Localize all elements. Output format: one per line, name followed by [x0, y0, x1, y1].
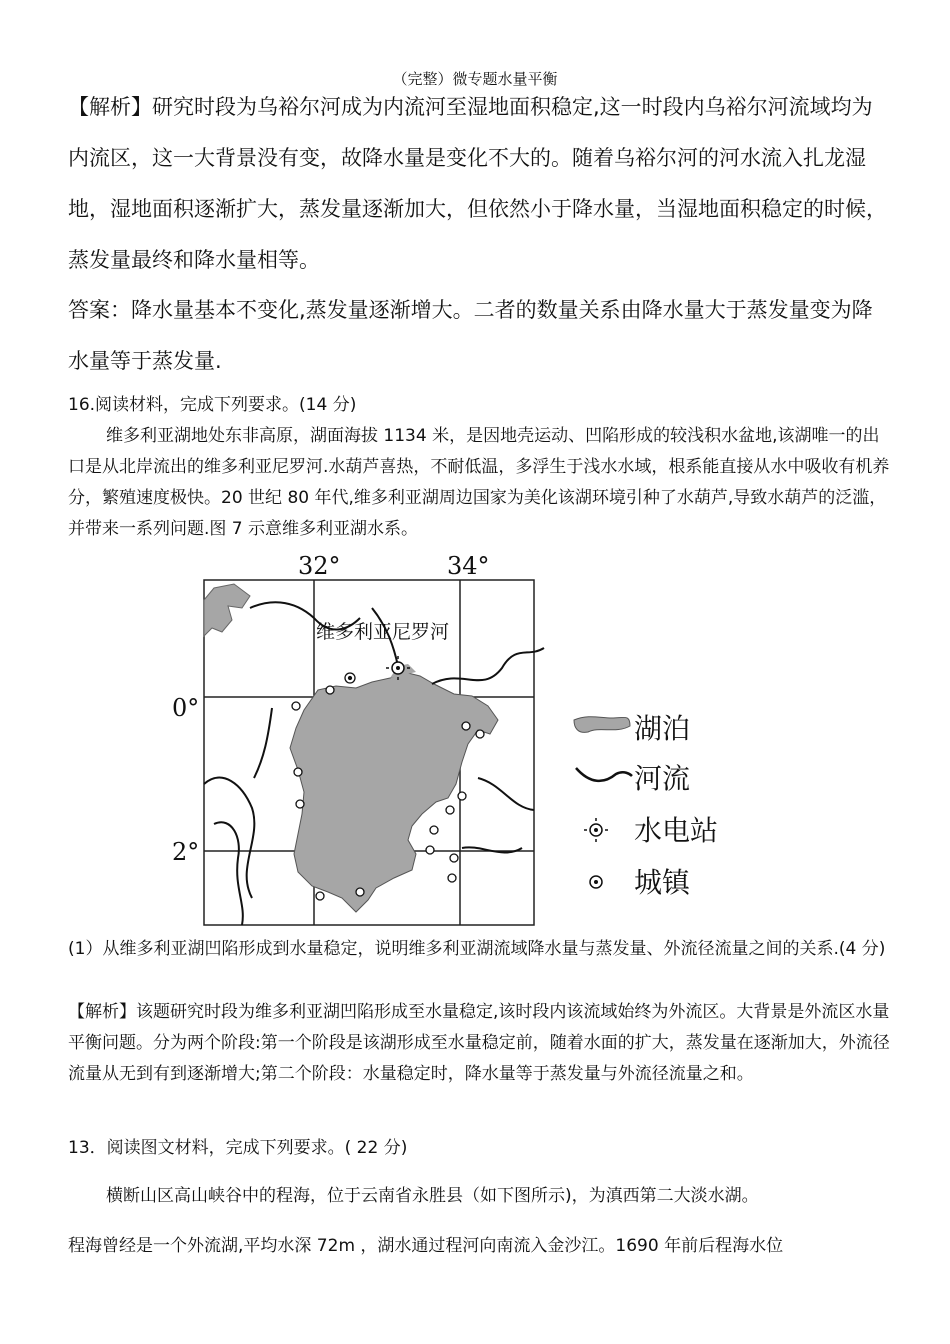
river-e1: [478, 778, 534, 810]
legend-river-label: 河流: [634, 762, 691, 795]
legend-town-label: 城镇: [634, 866, 691, 899]
analysis-paragraph-1: 【解析】研究时段为乌裕尔河成为内流河至湿地面积稳定,这一时段内乌裕尔河流域均为内流区，这一大背景没有变，故降水量是变化不大的。随着乌裕尔河的河水流入扎龙湿地，湿地面积逐渐扩大，蒸发量逐渐加大，但依然小于降水量，当湿地面积稳定的时候，蒸发量最终和降水量相等。: [68, 95, 887, 272]
river-e2: [462, 847, 522, 852]
river-ne: [432, 648, 544, 684]
page-header: （完整）微专题水量平衡: [392, 70, 558, 88]
map-legend: [574, 712, 718, 899]
lon-label-34: 34°: [447, 552, 490, 580]
river-kagera: [204, 778, 254, 898]
legend-hydropower-label: 水电站: [634, 814, 719, 847]
legend-lake-label: 湖泊: [634, 712, 691, 745]
lat-label-0: 0°: [172, 694, 200, 722]
question-13-line2: 程海曾经是一个外流湖,平均水深 72m ，湖水通过程河向南流入金沙江。1690 年前后程海水位: [68, 1236, 784, 1256]
question-13-line1: 横断山区高山峡谷中的程海，位于云南省永胜县（如下图所示)，为滇西第二大淡水湖。: [106, 1186, 759, 1206]
lake-kyoga: [204, 584, 250, 636]
lat-label-2: 2°: [172, 838, 200, 866]
river-west2: [214, 822, 243, 925]
river-name-label: 维多利亚尼罗河: [316, 621, 450, 643]
answer-paragraph: 答案：降水量基本不变化,蒸发量逐渐增大。二者的数量关系由降水量大于蒸发量变为降水量等于蒸发量.: [68, 298, 873, 373]
legend-town-icon: [590, 876, 602, 888]
legend-lake-symbol: [574, 717, 630, 733]
question-16-analysis: 【解析】该题研究时段为维多利亚湖凹陷形成至水量稳定,该时段内该流域始终为外流区。大背景是外流区水量平衡问题。分为两个阶段:第一个阶段是该湖形成至水量稳定前，随着水面的扩大，蒸发量在逐渐加大，外流径流量从无到有到逐渐增大;第二个阶段：水量稳定时，降水量等于蒸发量与外流径流量之和。: [68, 1002, 890, 1084]
victoria-lake-map: [172, 548, 734, 937]
question-13-title: 13．阅读图文材料，完成下列要求。( 22 分): [68, 1138, 408, 1158]
river-west3: [254, 708, 272, 778]
lon-label-32: 32°: [298, 552, 341, 580]
legend-hydropower-icon: [584, 818, 608, 842]
legend-river-symbol: [576, 768, 632, 781]
lake-victoria-shape: [290, 672, 498, 912]
question-16-title: 16.阅读材料，完成下列要求。(14 分): [68, 395, 357, 415]
question-16-material: 维多利亚湖地处东非高原，湖面海拔 1134 米，是因地壳运动、凹陷形成的较浅积水盆地,该湖唯一的出口是从北岸流出的维多利亚尼罗河.水葫芦喜热，不耐低温，多浮生于浅水水域，根系能直接从水中吸收有机养分，繁殖速度极快。20 世纪 80 年代,维多利亚湖周边国家为美化该湖环境引种了水葫芦,导致水葫芦的泛滥，并带来一系列问题.图 7 示意维多利亚湖水系。: [68, 426, 890, 539]
question-16-sub1: (1）从维多利亚湖凹陷形成到水量稳定，说明维多利亚湖流域降水量与蒸发量、外流径流量之间的关系.(4 分): [68, 939, 886, 959]
